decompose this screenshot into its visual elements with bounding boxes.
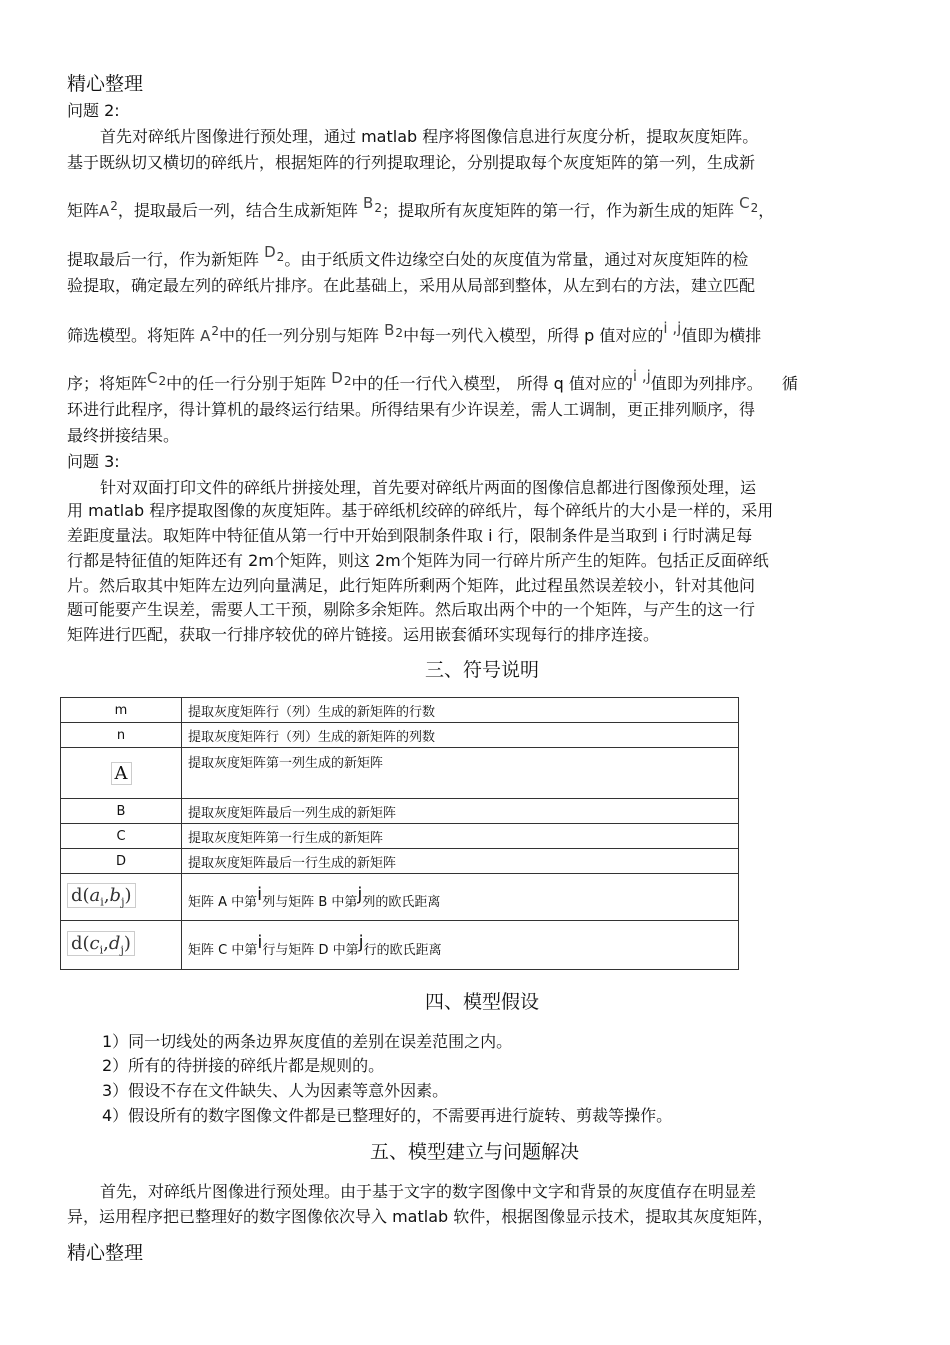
description-cell: 提取灰度矩阵第一列生成的新矩阵: [182, 748, 739, 799]
table-row: [61, 824, 739, 849]
q2-line-3a: 矩阵: [67, 201, 100, 220]
symbol-b: B: [363, 194, 374, 212]
q2-line-7c: 中的任一行代入模型，: [351, 374, 512, 393]
symbol-a-2: A: [200, 327, 211, 345]
q2-line-5: 验提取，确定最左列的碎纸片排序。在此基础上，采用从局部到整体，从左到右的方法，建立匹配: [67, 276, 756, 295]
description-cell: 提取灰度矩阵最后一行生成的新矩阵: [182, 849, 739, 874]
symbol-d: D: [264, 243, 276, 261]
q2-line-4: [67, 242, 748, 270]
q2-line-7f: 循: [781, 374, 798, 393]
q2-line-7e: 值即为列排序。: [650, 374, 763, 393]
symbol-d-2: D: [331, 369, 343, 387]
description-cell: 矩阵 A 中第i列与矩阵 B 中第j列的欧氏距离: [182, 874, 739, 921]
q2-line-6b: 中的任一列分别与矩阵: [219, 326, 380, 345]
symbol-cell: m: [61, 698, 182, 723]
symbol-a-image: A: [111, 762, 132, 785]
q3-line-4: 行都是特征值的矩阵还有 2m个矩阵，则这 2m个矩阵为同一行碎片所产生的矩阵。包括正反面碎纸: [67, 551, 769, 570]
q2-line-4a: 提取最后一行，作为新矩阵: [67, 250, 260, 269]
table-row: [61, 799, 739, 824]
q2-line-7b: 中的任一行分别于矩阵: [166, 374, 327, 393]
symbol-c-2: C: [147, 369, 158, 387]
description-cell: 提取灰度矩阵行（列）生成的新矩阵的行数: [182, 698, 739, 723]
distance-formula-ab: $d(a_i,b_j)$: [67, 883, 136, 908]
symbol-d-2-sup: 2: [343, 374, 352, 388]
sec5-line-1: 首先，对碎纸片图像进行预处理。由于基于文字的数字图像中文字和背景的灰度值存在明显差: [100, 1182, 757, 1201]
symbol-ij-2: i ,j: [632, 367, 651, 385]
q2-line-8: 环进行此程序，得计算机的最终运行结果。所得结果有少许误差，需人工调制，更正排列顺序，得: [67, 400, 756, 419]
description-cell: 矩阵 C 中第i行与矩阵 D 中第j行的欧氏距离: [182, 921, 739, 970]
symbol-d-sup: 2: [276, 250, 285, 264]
description-cell: 提取灰度矩阵最后一列生成的新矩阵: [182, 799, 739, 824]
header-label: 精心整理: [67, 73, 144, 95]
q3-title: 问题 3:: [67, 452, 120, 471]
distance-formula-cd: $d(c_i,d_j)$: [67, 931, 135, 956]
q3-line-3: 差距度量法。取矩阵中特征值从第一行中开始到限制条件取 i 行，限制条件是当取到 i 行时满足每: [67, 526, 753, 545]
q2-title: 问题 2:: [67, 101, 120, 120]
symbol-cell: C: [61, 824, 182, 849]
symbol-cell: B: [61, 799, 182, 824]
q3-line-2: 用 matlab 程序提取图像的灰度矩阵。基于碎纸机绞碎的碎纸片，每个碎纸片的大小是一样的，采用: [67, 501, 774, 520]
symbol-a: A: [99, 202, 110, 220]
table-row: [61, 698, 739, 723]
symbol-b-2: B: [384, 321, 395, 339]
q2-line-3b: ，提取最后一列，结合生成新矩阵: [117, 201, 358, 220]
section-5-title: 五、模型建立与问题解决: [370, 1141, 580, 1163]
table-row: [61, 723, 739, 748]
q2-line-6e: 值即为横排: [681, 326, 762, 345]
q2-line-3: [67, 193, 774, 221]
symbol-c-sup: 2: [750, 201, 759, 215]
symbol-a-sup: 2: [110, 199, 118, 213]
symbol-b-2-sup: 2: [395, 326, 404, 340]
q2-line-7d: 所得 q 值对应的: [516, 374, 633, 393]
symbol-b-sup: 2: [374, 201, 382, 215]
assumption-2: 2）所有的待拼接的碎纸片都是规则的。: [102, 1056, 385, 1075]
assumption-4: 4）假设所有的数字图像文件都是已整理好的，不需要再进行旋转、剪裁等操作。: [102, 1106, 673, 1125]
assumption-3: 3）假设不存在文件缺失、人为因素等意外因素。: [102, 1081, 449, 1100]
q2-line-6d: p 值对应的: [584, 326, 664, 345]
symbol-ij: i ,j: [663, 319, 682, 337]
symbol-cell: [61, 874, 182, 921]
symbol-cell: [61, 921, 182, 970]
q2-line-6: [67, 318, 761, 346]
symbols-table: [60, 697, 739, 970]
table-row: [61, 849, 739, 874]
q2-line-4b: 。由于纸质文件边缘空白处的灰度值为常量，通过对灰度矩阵的检: [284, 250, 749, 269]
q2-line-7a: 序；将矩阵: [67, 374, 148, 393]
q3-line-6: 题可能要产生误差，需要人工干预，剔除多余矩阵。然后取出两个中的一个矩阵，与产生的这一行: [67, 600, 756, 619]
q2-line-6c: 中每一列代入模型，所得: [403, 326, 580, 345]
q2-line-3d: ，: [758, 201, 775, 220]
symbol-cell: D: [61, 849, 182, 874]
symbol-c-2-sup: 2: [158, 374, 167, 388]
q2-line-9: 最终拼接结果。: [67, 426, 180, 445]
section-3-title: 三、符号说明: [425, 659, 540, 681]
table-row: [61, 921, 739, 970]
q2-line-1: 首先对碎纸片图像进行预处理，通过 matlab 程序将图像信息进行灰度分析，提取灰度矩阵。: [100, 127, 759, 146]
q2-line-6a: 筛选模型。将矩阵: [67, 326, 196, 345]
table-row: [61, 874, 739, 921]
q3-line-5: 片。然后取其中矩阵左边列向量满足，此行矩阵所剩两个矩阵，此过程虽然误差较小，针对其他问: [67, 576, 756, 595]
q2-line-7: [67, 366, 798, 394]
symbol-cell: n: [61, 723, 182, 748]
description-cell: 提取灰度矩阵行（列）生成的新矩阵的列数: [182, 723, 739, 748]
footer-label: 精心整理: [67, 1242, 144, 1264]
symbol-cell: [61, 748, 182, 799]
table-row: [61, 748, 739, 799]
sec5-line-2: 异，运用程序把已整理好的数字图像依次导入 matlab 软件，根据图像显示技术，提取其灰度矩阵，: [67, 1207, 774, 1226]
section-4-title: 四、模型假设: [425, 991, 540, 1013]
q2-line-2: 基于既纵切又横切的碎纸片，根据矩阵的行列提取理论，分别提取每个灰度矩阵的第一列，生成新: [67, 153, 756, 172]
q3-line-7: 矩阵进行匹配，获取一行排序较优的碎片链接。运用嵌套循环实现每行的排序连接。: [67, 625, 660, 644]
symbol-a-2-sup: 2: [211, 324, 220, 338]
q2-line-3c: ；提取所有灰度矩阵的第一行，作为新生成的矩阵: [381, 201, 734, 220]
description-cell: 提取灰度矩阵第一行生成的新矩阵: [182, 824, 739, 849]
assumption-1: 1）同一切线处的两条边界灰度值的差别在误差范围之内。: [102, 1032, 513, 1051]
q3-line-1: 针对双面打印文件的碎纸片拼接处理，首先要对碎纸片两面的图像信息都进行图像预处理，运: [100, 478, 757, 497]
symbol-c: C: [739, 194, 750, 212]
